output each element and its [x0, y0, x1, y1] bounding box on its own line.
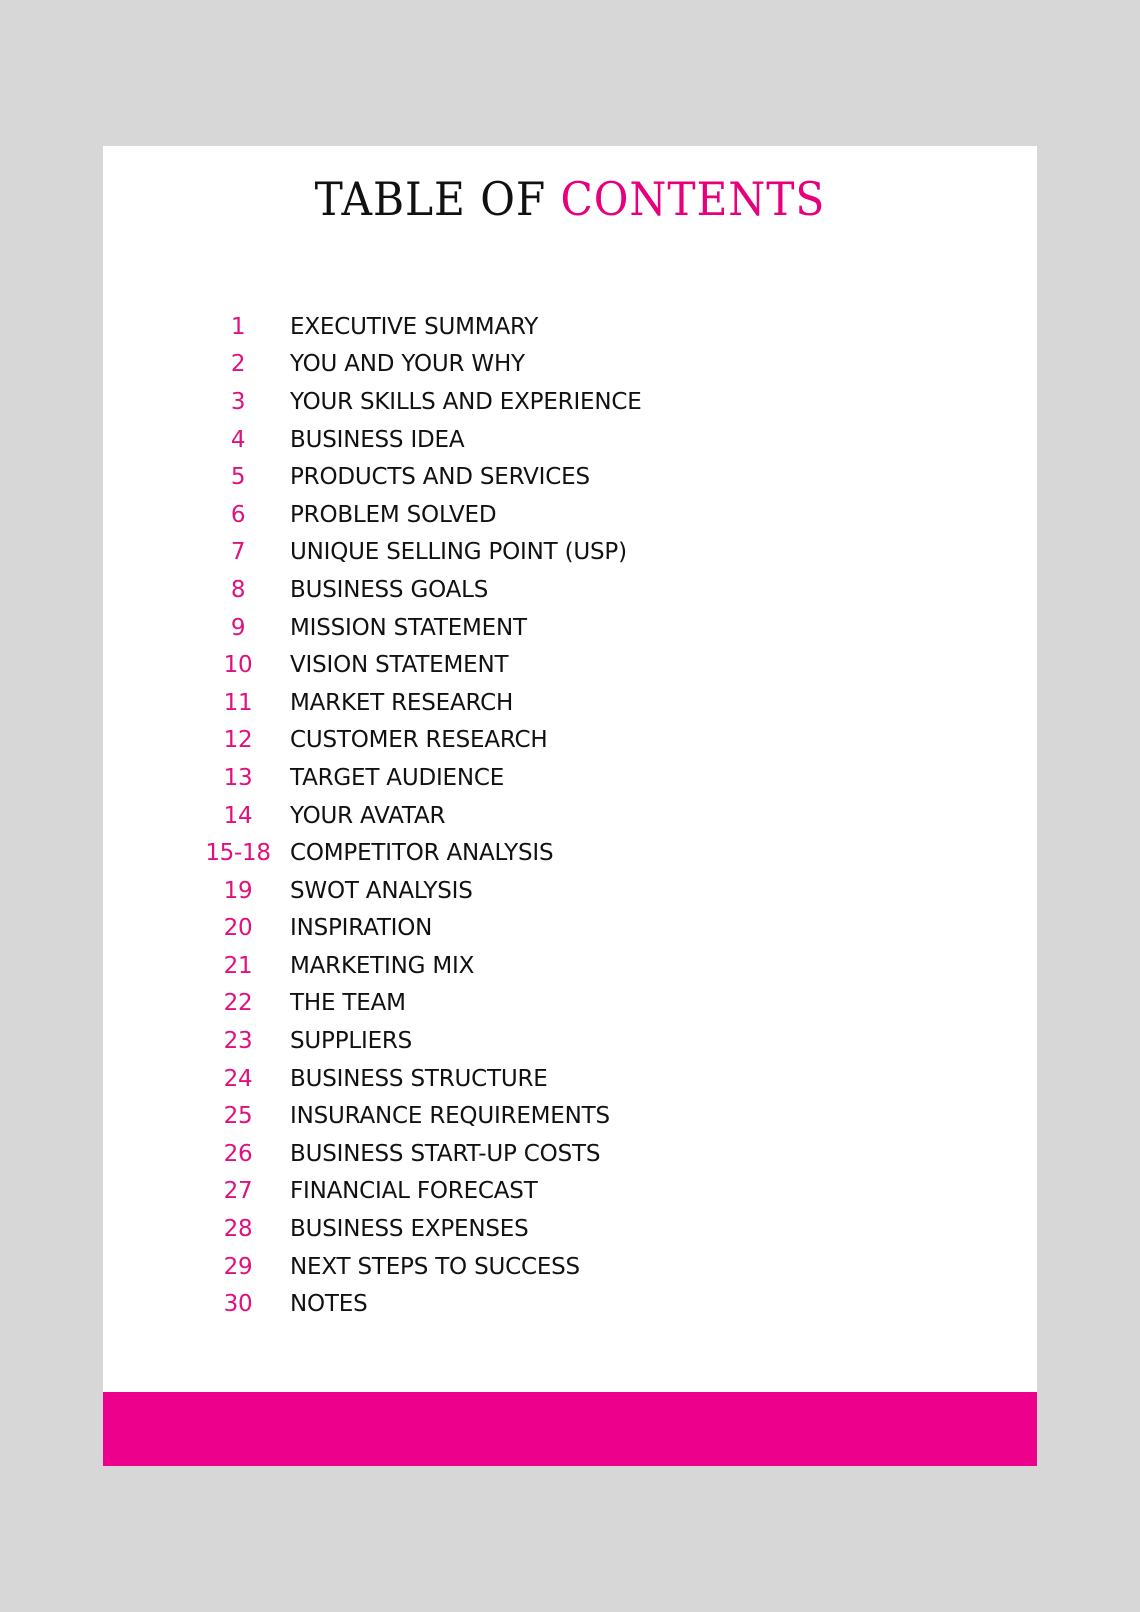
- toc-entry-label: BUSINESS IDEA: [290, 426, 465, 453]
- title-part-accent: CONTENTS: [560, 172, 826, 226]
- toc-entry[interactable]: [103, 534, 1037, 572]
- page-title: [140, 172, 999, 227]
- toc-entry[interactable]: [103, 1248, 1037, 1286]
- toc-page-number: 29: [223, 1253, 253, 1280]
- toc-page-number: 13: [223, 764, 253, 791]
- toc-page-number: 3: [230, 388, 246, 415]
- toc-entry[interactable]: [103, 308, 1037, 346]
- toc-page-number: 20: [223, 915, 253, 942]
- toc-entry-label: YOUR AVATAR: [290, 802, 446, 829]
- toc-entry-label: SWOT ANALYSIS: [290, 877, 473, 904]
- toc-entry[interactable]: [103, 1285, 1037, 1323]
- toc-entry[interactable]: [103, 1097, 1037, 1135]
- toc-entry-label: PRODUCTS AND SERVICES: [290, 464, 590, 491]
- toc-page-number: 2: [230, 351, 246, 378]
- toc-entry-label: INSPIRATION: [290, 915, 433, 942]
- toc-entry[interactable]: [103, 383, 1037, 421]
- toc-entry[interactable]: [103, 346, 1037, 384]
- toc-entry-label: THE TEAM: [290, 990, 406, 1017]
- toc-entry-label: YOU AND YOUR WHY: [290, 351, 525, 378]
- toc-entry-label: MARKET RESEARCH: [290, 689, 514, 716]
- toc-page-number: 9: [230, 614, 246, 641]
- title-part-main: TABLE OF: [314, 172, 561, 226]
- toc-page-number: 28: [223, 1216, 253, 1243]
- toc-entry[interactable]: [103, 496, 1037, 534]
- toc-entry-label: TARGET AUDIENCE: [290, 764, 505, 791]
- toc-entry[interactable]: [103, 1022, 1037, 1060]
- footer-accent-bar: [103, 1392, 1037, 1466]
- toc-page-number: 24: [223, 1065, 253, 1092]
- toc-entry-label: BUSINESS EXPENSES: [290, 1216, 529, 1243]
- toc-page-number: 30: [223, 1291, 253, 1318]
- table-of-contents-list: [103, 308, 1037, 1323]
- toc-entry-label: COMPETITOR ANALYSIS: [290, 840, 554, 867]
- toc-entry[interactable]: [103, 458, 1037, 496]
- toc-entry-label: CUSTOMER RESEARCH: [290, 727, 548, 754]
- toc-page-number: 1: [230, 313, 246, 340]
- toc-entry[interactable]: [103, 797, 1037, 835]
- toc-entry-label: PROBLEM SOLVED: [290, 501, 497, 528]
- toc-page-number: 27: [223, 1178, 253, 1205]
- toc-entry-label: BUSINESS START-UP COSTS: [290, 1140, 601, 1167]
- toc-entry[interactable]: [103, 571, 1037, 609]
- toc-page-number: 10: [223, 652, 253, 679]
- toc-entry[interactable]: [103, 722, 1037, 760]
- toc-entry[interactable]: [103, 759, 1037, 797]
- toc-entry-label: UNIQUE SELLING POINT (USP): [290, 539, 627, 566]
- toc-page-number: 15-18: [205, 840, 271, 867]
- toc-entry-label: SUPPLIERS: [290, 1028, 413, 1055]
- toc-page-number: 25: [223, 1103, 253, 1130]
- toc-page-number: 21: [223, 952, 253, 979]
- toc-page-number: 19: [223, 877, 253, 904]
- toc-entry-label: INSURANCE REQUIREMENTS: [290, 1103, 610, 1130]
- toc-entry[interactable]: [103, 1173, 1037, 1211]
- toc-page-number: 5: [230, 464, 246, 491]
- toc-entry[interactable]: [103, 421, 1037, 459]
- toc-entry[interactable]: [103, 985, 1037, 1023]
- toc-page-number: 11: [223, 689, 253, 716]
- toc-entry[interactable]: [103, 609, 1037, 647]
- toc-page-number: 8: [230, 576, 246, 603]
- toc-entry[interactable]: [103, 1135, 1037, 1173]
- toc-entry[interactable]: [103, 684, 1037, 722]
- toc-entry-label: EXECUTIVE SUMMARY: [290, 313, 539, 340]
- toc-entry-label: NEXT STEPS TO SUCCESS: [290, 1253, 580, 1280]
- toc-entry-label: MISSION STATEMENT: [290, 614, 527, 641]
- toc-entry-label: NOTES: [290, 1291, 368, 1318]
- toc-entry[interactable]: [103, 872, 1037, 910]
- toc-entry[interactable]: [103, 646, 1037, 684]
- toc-entry-label: FINANCIAL FORECAST: [290, 1178, 538, 1205]
- toc-entry-label: BUSINESS GOALS: [290, 576, 489, 603]
- toc-page-number: 6: [230, 501, 246, 528]
- toc-entry[interactable]: [103, 834, 1037, 872]
- toc-entry-label: MARKETING MIX: [290, 952, 475, 979]
- toc-entry[interactable]: [103, 910, 1037, 948]
- document-page: [103, 146, 1037, 1466]
- toc-page-number: 26: [223, 1140, 253, 1167]
- toc-page-number: 23: [223, 1028, 253, 1055]
- toc-entry-label: BUSINESS STRUCTURE: [290, 1065, 548, 1092]
- toc-page-number: 4: [230, 426, 246, 453]
- toc-page-number: 12: [223, 727, 253, 754]
- toc-entry[interactable]: [103, 1210, 1037, 1248]
- toc-entry[interactable]: [103, 1060, 1037, 1098]
- toc-page-number: 22: [223, 990, 253, 1017]
- toc-page-number: 14: [223, 802, 253, 829]
- toc-entry[interactable]: [103, 947, 1037, 985]
- toc-entry-label: VISION STATEMENT: [290, 652, 509, 679]
- toc-page-number: 7: [230, 539, 246, 566]
- toc-entry-label: YOUR SKILLS AND EXPERIENCE: [290, 388, 642, 415]
